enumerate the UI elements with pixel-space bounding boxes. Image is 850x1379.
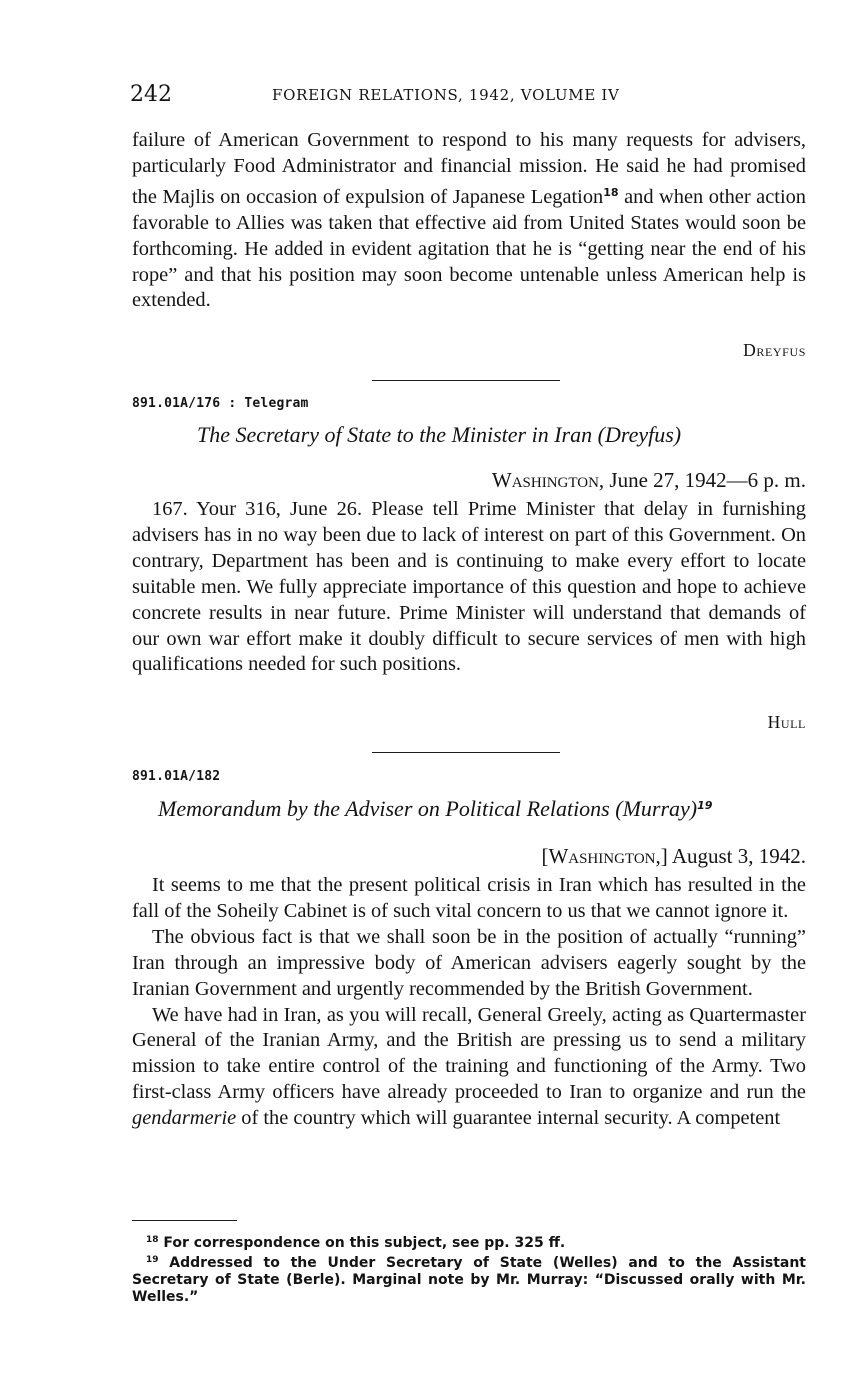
- memo-paragraph-3: We have had in Iran, as you will recall, General Greely, acting as Quartermaster General of the Iranian Army, and the British are pressing us to send a military mission to take entire control of the training and functioning of the Army. Two first-class Army officers have already proceeded to Iran to organize and run the gendarmerie of the country which will guarantee internal security. A competent: [132, 1003, 806, 1130]
- document-1-body: [132, 497, 806, 678]
- document-2-body: [132, 873, 806, 1132]
- memo-paragraph-2: The obvious fact is that we shall soon be in the position of actually “running” Iran through an impressive body of American advisers eagerly sought by the Iranian Government and urgently recommended by the British Government.: [132, 925, 806, 1000]
- document-2-title: Memorandum by the Adviser on Political Relations (Murray)$^{19}$: [158, 796, 713, 821]
- memo-paragraph-1: It seems to me that the present political crisis in Iran which has resulted in the fall of the Soheily Cabinet is of such vital concern to us that we cannot ignore it.: [132, 874, 806, 922]
- footnote-ref-18[interactable]: 18: [603, 185, 619, 199]
- page-number: 242: [130, 82, 172, 107]
- footnote-ref-19[interactable]: 19: [697, 799, 713, 812]
- footnote-18: $^{18}$ For correspondence on this subject, see pp. 325 ff.: [146, 1235, 566, 1251]
- file-id-182: 891.01A/182: [132, 769, 221, 784]
- section-divider: [372, 380, 560, 381]
- document-1-title: The Secretary of State to the Minister in Iran (Dreyfus): [197, 422, 682, 447]
- document-1-paragraph: 167. Your 316, June 26. Please tell Prime Minister that delay in furnishing advisers has in no way been due to lack of interest on part of this Government. On contrary, Department has been and is continuing to make every effort to locate suitable men. We fully appreciate importance of this question and hope to achieve concrete results in near future. Prime Minister will understand that demands of our own war effort make it doubly difficult to secure services of men with high qualifications needed for such positions.: [132, 498, 806, 676]
- document-2-dateline: [Washington,] August 3, 1942.: [541, 844, 806, 868]
- page-header: [130, 82, 806, 112]
- footnote-divider: [132, 1220, 237, 1221]
- document-1-dateline: Washington, June 27, 1942—6 p. m.: [491, 468, 806, 492]
- footnotes: [132, 1232, 806, 1306]
- footnote-19: $^{19}$ Addressed to the Under Secretary of State (Welles) and to the Assistant Secretary of State (Berle). Marginal note by Mr. Murray: “Discussed orally with Mr. Welles.”: [132, 1255, 806, 1305]
- continuation-paragraph: failure of American Government to respond to his many requests for advisers, particularly Food Administrator and financial mission. He said he had promised the Majlis on occasion of expulsion of Japanese Legation$^{18}$ and when other action favorable to Allies was taken that effective aid from United States would soon be forthcoming. He added in evident agitation that he is “getting near the end of his rope” and that his position may soon become untenable unless American help is extended.: [132, 129, 807, 312]
- running-title: FOREIGN RELATIONS, 1942, VOLUME IV: [272, 86, 620, 104]
- section-divider: [372, 752, 560, 753]
- file-id-176: 891.01A/176 : Telegram: [132, 396, 309, 411]
- signature-hull: Hull: [767, 712, 806, 732]
- signature-dreyfus: Dreyfus: [743, 340, 806, 360]
- continuation-text: [132, 128, 806, 314]
